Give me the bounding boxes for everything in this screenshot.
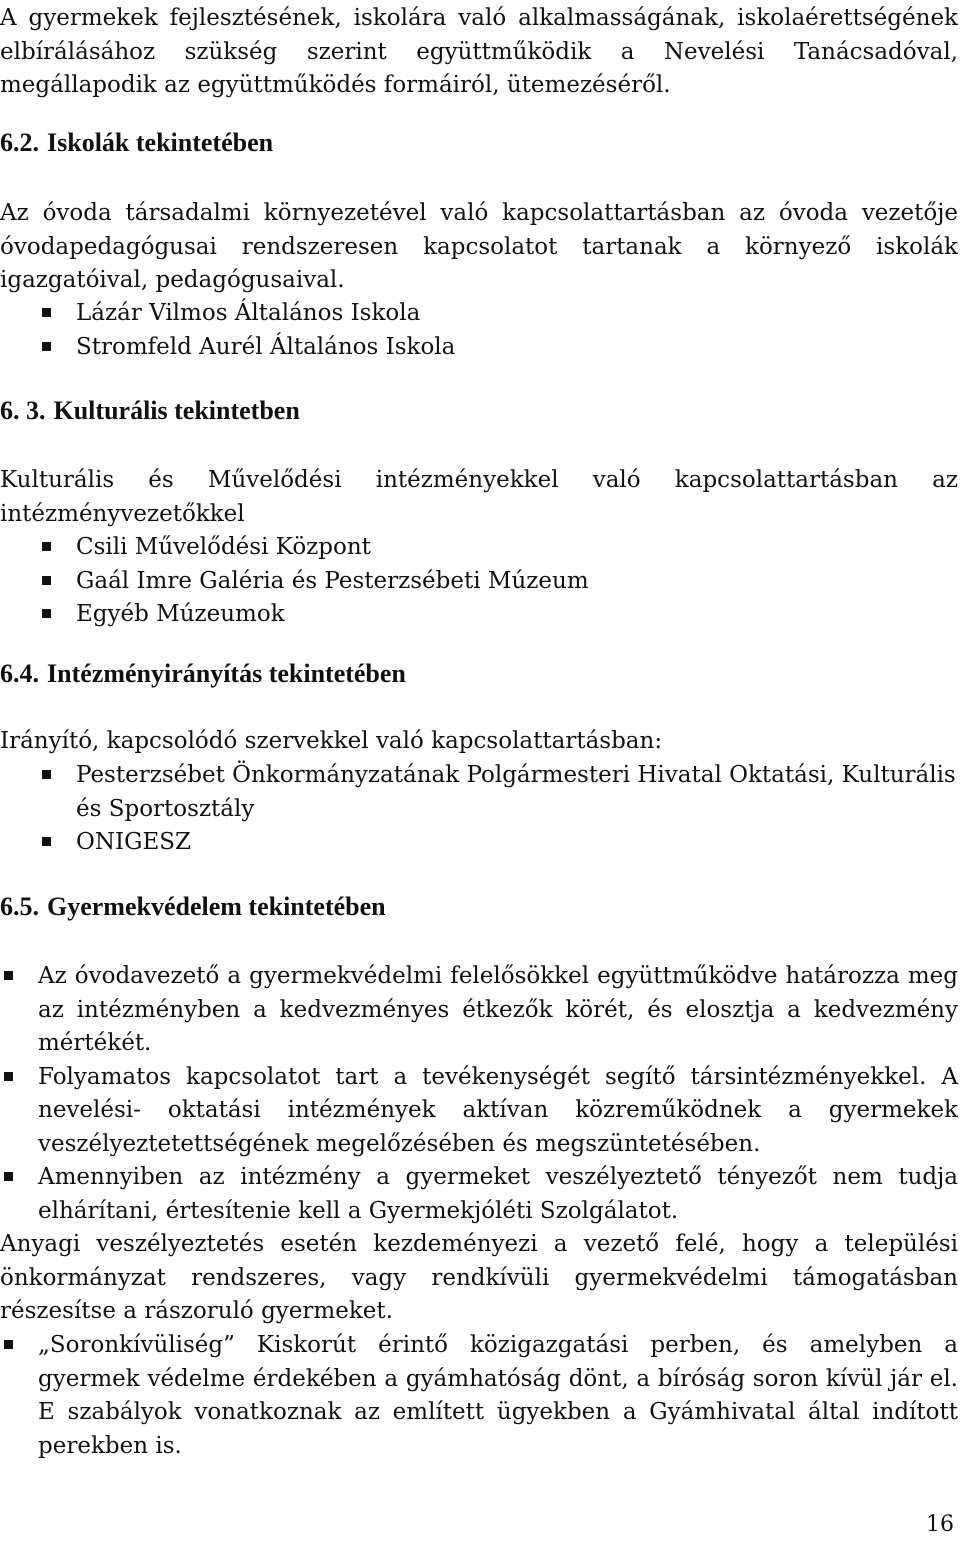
list-item — [0, 331, 958, 365]
section-title: Kulturális tekintetben — [53, 396, 300, 425]
list-item-text: Gaál Imre Galéria és Pesterzsébeti Múzeum — [76, 567, 589, 594]
section-heading-6-4 — [0, 659, 406, 689]
cultural-list — [0, 531, 958, 632]
section-6-3-paragraph: Kulturális és Művelődési intézményekkel való kapcsolattartásban az intézményvezetőkkel — [0, 467, 958, 527]
section-heading-6-5 — [0, 892, 386, 922]
list-item-text: Pesterzsébet Önkormányzatának Polgármesteri Hivatal Oktatási, Kulturális és Sportosztály — [76, 762, 956, 822]
square-bullet-icon — [4, 1072, 13, 1081]
square-bullet-icon — [42, 770, 51, 779]
section-heading-6-3 — [0, 396, 300, 426]
square-bullet-icon — [42, 308, 51, 317]
list-item-text: Lázár Vilmos Általános Iskola — [76, 300, 421, 326]
list-item-text: Egyéb Múzeumok — [76, 601, 285, 627]
list-item — [0, 826, 958, 860]
list-item — [0, 1329, 958, 1463]
page-number: 16 — [926, 1512, 954, 1537]
square-bullet-icon — [4, 1172, 13, 1181]
child-protection-list — [0, 960, 958, 1228]
list-item-text: Folyamatos kapcsolatot tart a tevékenységét segítő társintézményekkel. A nevelési- oktatási intézmények aktívan közreműködnek a gyermekek veszélyeztetettségének megelőzésében és megszüntetésében. — [38, 1063, 958, 1157]
governance-list — [0, 759, 958, 860]
list-item-text: Csili Művelődési Központ — [76, 534, 371, 560]
section-title: Intézményirányítás tekintetében — [47, 659, 406, 688]
section-6-2-paragraph: Az óvoda társadalmi környezetével való kapcsolattartásban az óvoda vezetője óvodapedagógusai rendszeresen kapcsolatot tartanak a környező iskolák igazgatóival, pedagógusaival. — [0, 200, 958, 293]
intro-paragraph: A gyermekek fejlesztésének, iskolára való alkalmasságának, iskolaérettségének elbírálásához szükség szerint együttműködik a Nevelési Tanácsadóval, megállapodik az együttműködés formáiról, ütemezéséről. — [0, 5, 958, 98]
list-item — [0, 1061, 958, 1162]
section-heading-6-2 — [0, 128, 273, 158]
square-bullet-icon — [42, 342, 51, 351]
section-6-5-paragraph: Anyagi veszélyeztetés esetén kezdeményezi a vezető felé, hogy a települési önkormányzat rendszeres, vagy rendkívüli gyermekvédelmi támogatásban részesítse a rászoruló gyermeket. — [0, 1231, 958, 1324]
section-number: 6. 3. — [0, 396, 46, 425]
list-item — [0, 960, 958, 1061]
list-item — [0, 1161, 958, 1228]
list-item — [0, 598, 958, 632]
square-bullet-icon — [4, 1340, 13, 1349]
school-list — [0, 297, 958, 364]
section-number: 6.5. — [0, 892, 39, 921]
list-item — [0, 531, 958, 565]
square-bullet-icon — [42, 609, 51, 618]
list-item-text: ONIGESZ — [76, 829, 191, 855]
list-item-text: „Soronkívüliség” Kiskorút érintő közigazgatási perben, és amelyben a gyermek védelme érdekében a gyámhatóság dönt, a bíróság soron kívül jár el. E szabályok vonatkoznak az említett ügyekben a Gyámhivatal által indított perekben is. — [38, 1332, 958, 1459]
square-bullet-icon — [4, 971, 13, 980]
list-item-text: Az óvodavezető a gyermekvédelmi felelősökkel együttműködve határozza meg az intézményben a kedvezményes étkezők körét, és elosztja a kedvezmény mértékét. — [38, 963, 958, 1056]
section-number: 6.4. — [0, 659, 39, 688]
section-title: Iskolák tekintetében — [47, 128, 274, 157]
section-number: 6.2. — [0, 128, 39, 157]
list-item — [0, 759, 958, 826]
section-title: Gyermekvédelem tekintetében — [47, 892, 386, 921]
square-bullet-icon — [42, 542, 51, 551]
list-item — [0, 565, 958, 599]
list-item-text: Amennyiben az intézmény a gyermeket veszélyeztető tényezőt nem tudja elhárítani, értesítenie kell a Gyermekjóléti Szolgálatot. — [38, 1164, 958, 1224]
list-item-text: Stromfeld Aurél Általános Iskola — [76, 333, 456, 360]
square-bullet-icon — [42, 576, 51, 585]
section-6-4-paragraph: Irányító, kapcsolódó szervekkel való kapcsolattartásban: — [0, 728, 663, 754]
list-item — [0, 297, 958, 331]
square-bullet-icon — [42, 837, 51, 846]
child-protection-list-2 — [0, 1329, 958, 1463]
